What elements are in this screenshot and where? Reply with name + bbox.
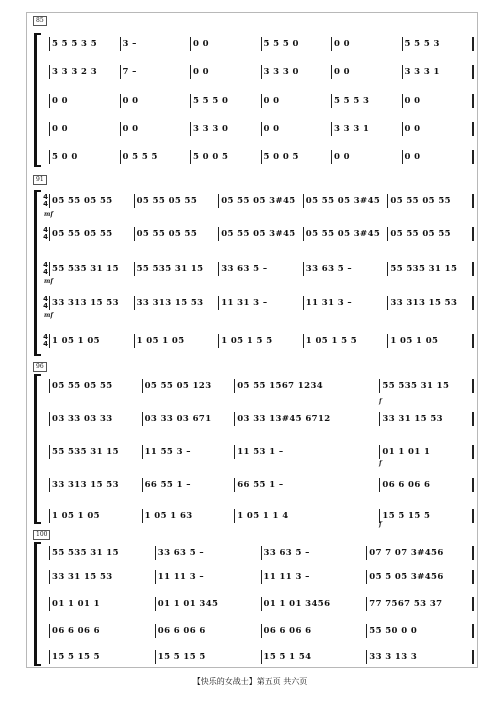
measure: 03 33 03 671 bbox=[142, 412, 235, 426]
measure: 55 535 31 15 bbox=[387, 262, 474, 276]
measure: 55 50 0 0 bbox=[366, 624, 474, 638]
staff-row bbox=[42, 445, 474, 459]
time-signature: 4 4 bbox=[43, 193, 48, 208]
staff-row bbox=[42, 412, 474, 426]
measure: 03 33 13#45 6712 bbox=[234, 412, 379, 426]
measure: 55 535 31 15 bbox=[49, 262, 134, 276]
measure: 1 05 1 05 bbox=[134, 334, 219, 348]
measure: 5 5 5 0 bbox=[190, 94, 261, 108]
measure: 11 11 3 – bbox=[261, 570, 367, 584]
measure: 0 0 bbox=[49, 94, 120, 108]
measure: 05 55 05 123 bbox=[142, 379, 235, 393]
measure-number: 85 bbox=[33, 16, 47, 26]
measure: 06 6 06 6 bbox=[261, 624, 367, 638]
measure: 1 05 1 05 bbox=[49, 334, 134, 348]
measure: 5 0 0 5 bbox=[261, 150, 332, 164]
measure: 0 0 bbox=[331, 150, 402, 164]
measure: 0 5 5 5 bbox=[120, 150, 191, 164]
measure: 15 5 15 5 bbox=[379, 509, 474, 523]
measure: 01 1 01 345 bbox=[155, 597, 261, 611]
dynamic-marking: mf bbox=[44, 312, 53, 319]
measure: 11 55 3 – bbox=[142, 445, 235, 459]
staff-row bbox=[42, 94, 474, 108]
staff-row bbox=[42, 296, 474, 310]
measure: 15 5 15 5 bbox=[155, 650, 261, 664]
measure-number: 96 bbox=[33, 362, 47, 372]
measure: 11 31 3 – bbox=[303, 296, 388, 310]
measure: 1 05 1 63 bbox=[142, 509, 235, 523]
measure: 05 55 05 3#45 bbox=[303, 227, 388, 241]
measure: 66 55 1 – bbox=[142, 478, 235, 492]
time-signature: 4 4 bbox=[43, 333, 48, 348]
staff-row bbox=[42, 509, 474, 523]
measure: 05 5 05 3#456 bbox=[366, 570, 474, 584]
dynamic-marking: mf bbox=[44, 278, 53, 285]
measure: 77 7567 53 37 bbox=[366, 597, 474, 611]
measure: 1 05 1 05 bbox=[49, 509, 142, 523]
measure: 0 0 bbox=[261, 122, 332, 136]
measure: 11 11 3 – bbox=[155, 570, 261, 584]
measure: 05 55 05 55 bbox=[387, 227, 474, 241]
measure: 07 7 07 3#456 bbox=[366, 546, 474, 560]
dynamic-marking: f bbox=[379, 398, 382, 405]
measure: 06 6 06 6 bbox=[155, 624, 261, 638]
measure: 33 313 15 53 bbox=[49, 296, 134, 310]
staff-row bbox=[42, 122, 474, 136]
measure: 3 3 3 1 bbox=[402, 65, 475, 79]
measure: 33 313 15 53 bbox=[134, 296, 219, 310]
measure: 0 0 bbox=[331, 37, 402, 51]
score-system bbox=[34, 542, 474, 666]
measure: 05 55 05 55 bbox=[49, 227, 134, 241]
time-signature: 4 4 bbox=[43, 226, 48, 241]
system-bracket bbox=[34, 542, 37, 666]
measure: 55 535 31 15 bbox=[379, 379, 474, 393]
staff-row bbox=[42, 227, 474, 241]
measure: 3 3 3 2 3 bbox=[49, 65, 120, 79]
measure: 55 535 31 15 bbox=[49, 546, 155, 560]
measure: 05 55 05 3#45 bbox=[303, 194, 388, 208]
staff-row bbox=[42, 650, 474, 664]
page-footer: 【快乐的女战士】第五页 共六页 bbox=[192, 677, 308, 686]
measure: 1 05 1 05 bbox=[387, 334, 474, 348]
staff-row bbox=[42, 570, 474, 584]
measure: 55 535 31 15 bbox=[49, 445, 142, 459]
staff-row bbox=[42, 150, 474, 164]
measure: 66 55 1 – bbox=[234, 478, 379, 492]
staff-row bbox=[42, 334, 474, 348]
measure-number: 100 bbox=[33, 530, 50, 540]
measure: 1 05 1 5 5 bbox=[218, 334, 303, 348]
measure: 33 63 5 – bbox=[303, 262, 388, 276]
dynamic-marking: f bbox=[379, 460, 382, 467]
time-signature: 4 4 bbox=[43, 295, 48, 310]
staff-row bbox=[42, 262, 474, 276]
measure: 3 3 3 1 bbox=[331, 122, 402, 136]
system-bracket bbox=[34, 33, 37, 167]
measure: 33 31 15 53 bbox=[49, 570, 155, 584]
measure: 33 63 5 – bbox=[261, 546, 367, 560]
measure: 0 0 bbox=[120, 122, 191, 136]
measure: 05 55 05 55 bbox=[134, 194, 219, 208]
measure: 7 – bbox=[120, 65, 191, 79]
dynamic-marking: f bbox=[379, 521, 382, 528]
measure: 1 05 1 1 4 bbox=[234, 509, 379, 523]
time-signature: 4 4 bbox=[43, 261, 48, 276]
measure: 33 31 15 53 bbox=[379, 412, 474, 426]
staff-row bbox=[42, 478, 474, 492]
system-bracket bbox=[34, 190, 37, 356]
staff-row bbox=[42, 379, 474, 393]
measure: 0 0 bbox=[331, 65, 402, 79]
measure: 33 3 13 3 bbox=[366, 650, 474, 664]
measure: 11 53 1 – bbox=[234, 445, 379, 459]
measure: 0 0 bbox=[190, 65, 261, 79]
measure: 5 5 5 3 5 bbox=[49, 37, 120, 51]
measure: 5 5 5 3 bbox=[331, 94, 402, 108]
measure: 15 5 1 54 bbox=[261, 650, 367, 664]
measure: 05 55 05 3#45 bbox=[218, 227, 303, 241]
measure: 5 5 5 3 bbox=[402, 37, 475, 51]
measure: 33 313 15 53 bbox=[49, 478, 142, 492]
measure: 06 6 06 6 bbox=[379, 478, 474, 492]
score-system bbox=[34, 33, 474, 167]
measure: 0 0 bbox=[49, 122, 120, 136]
measure-number: 91 bbox=[33, 175, 47, 185]
score-system bbox=[34, 374, 474, 528]
measure: 0 0 bbox=[120, 94, 191, 108]
measure: 3 3 3 0 bbox=[261, 65, 332, 79]
measure: 06 6 06 6 bbox=[49, 624, 155, 638]
measure: 0 0 bbox=[261, 94, 332, 108]
score-system bbox=[34, 190, 474, 356]
measure: 05 55 1567 1234 bbox=[234, 379, 379, 393]
measure: 0 0 bbox=[402, 94, 475, 108]
staff-row bbox=[42, 194, 474, 208]
measure: 33 63 5 – bbox=[155, 546, 261, 560]
measure: 03 33 03 33 bbox=[49, 412, 142, 426]
measure: 5 0 0 5 bbox=[190, 150, 261, 164]
measure: 05 55 05 55 bbox=[134, 227, 219, 241]
staff-row bbox=[42, 546, 474, 560]
measure: 05 55 05 55 bbox=[49, 194, 134, 208]
measure: 55 535 31 15 bbox=[134, 262, 219, 276]
measure: 0 0 bbox=[402, 150, 475, 164]
staff-row bbox=[42, 65, 474, 79]
measure: 05 55 05 55 bbox=[49, 379, 142, 393]
measure: 3 3 3 0 bbox=[190, 122, 261, 136]
measure: 05 55 05 3#45 bbox=[218, 194, 303, 208]
measure: 05 55 05 55 bbox=[387, 194, 474, 208]
measure: 15 5 15 5 bbox=[49, 650, 155, 664]
measure: 01 1 01 1 bbox=[49, 597, 155, 611]
staff-row bbox=[42, 597, 474, 611]
measure: 1 05 1 5 5 bbox=[303, 334, 388, 348]
measure: 3 – bbox=[120, 37, 191, 51]
measure: 5 0 0 bbox=[49, 150, 120, 164]
measure: 01 1 01 1 bbox=[379, 445, 474, 459]
staff-row bbox=[42, 624, 474, 638]
measure: 5 5 5 0 bbox=[261, 37, 332, 51]
system-bracket bbox=[34, 374, 37, 524]
measure: 33 313 15 53 bbox=[387, 296, 474, 310]
measure: 11 31 3 – bbox=[218, 296, 303, 310]
staff-row bbox=[42, 37, 474, 51]
measure: 0 0 bbox=[402, 122, 475, 136]
measure: 01 1 01 3456 bbox=[261, 597, 367, 611]
measure: 33 63 5 – bbox=[218, 262, 303, 276]
measure: 0 0 bbox=[190, 37, 261, 51]
dynamic-marking: mf bbox=[44, 211, 53, 218]
